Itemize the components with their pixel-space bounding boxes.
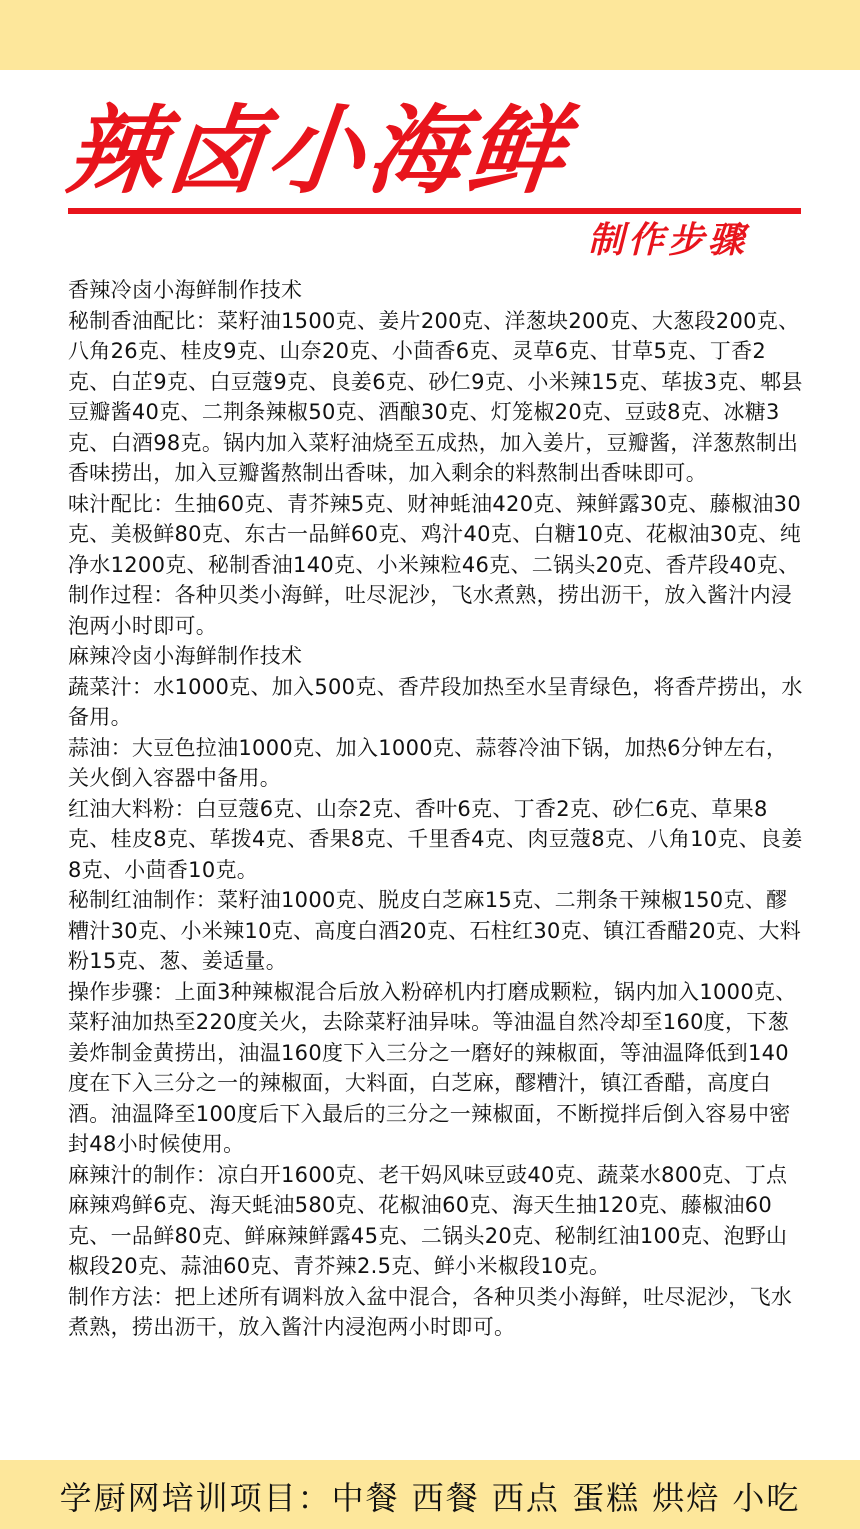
paragraph-steps: 操作步骤：上面3种辣椒混合后放入粉碎机内打磨成颗粒，锅内加入1000克、菜籽油加热至220度关火，去除菜籽油异味。等油温自然冷却至160度，下葱姜炸制金黄捞出，油温160度下入三分之一磨好的辣椒面，等油温降低到140度在下入三分之一的辣椒面，大料面，白芝麻，醪糟汁，镇江香醋，高度白酒。油温降至100度后下入最后的三分之一辣椒面，不断搅拌后倒入容易中密封48小时候使用。: [68, 979, 797, 1156]
page-title: 辣卤小海鲜: [62, 95, 574, 207]
top-banner: [0, 0, 860, 70]
paragraph-garlic-oil: 蒜油：大豆色拉油1000克、加入1000克、蒜蓉冷油下锅，加热6分钟左右，关火倒入容器中备用。: [68, 735, 788, 790]
title-divider: [68, 208, 801, 214]
section-heading-spicy: 香辣冷卤小海鲜制作技术: [68, 278, 303, 302]
paragraph-mala-sauce: 麻辣汁的制作：凉白开1600克、老干妈风味豆豉40克、蔬菜水800克、丁点麻辣鸡鲜6克、海天蚝油580克、花椒油60克、海天生抽120克、藤椒油60克、一品鲜80克、鲜麻辣鲜露45克、二锅头20克、秘制红油100克、泡野山椒段20克、蒜油60克、青芥辣2.5克、鲜小米椒段10克。: [68, 1162, 788, 1278]
page-subtitle: 制作步骤: [588, 220, 749, 261]
paragraph-spice-powder: 红油大料粉：白豆蔻6克、山奈2克、香叶6克、丁香2克、砂仁6克、草果8克、桂皮8克、荜拨4克、香果8克、千里香4克、肉豆蔻8克、八角10克、良姜8克、小茴香10克。: [68, 796, 803, 882]
recipe-body: [68, 275, 808, 1343]
paragraph-vegetable-juice: 蔬菜汁：水1000克、加入500克、香芹段加热至水呈青绿色，将香芹捞出，水备用。: [68, 674, 803, 729]
paragraph-secret-oil: 秘制香油配比：菜籽油1500克、姜片200克、洋葱块200克、大葱段200克、八角26克、桂皮9克、山奈20克、小茴香6克、灵草6克、甘草5克、丁香2克、白芷9克、白豆蔻9克、良姜6克、砂仁9克、小米辣15克、荜拔3克、郫县豆瓣酱40克、二荆条辣椒50克、酒酿30克、灯笼椒20克、豆豉8克、冰糖3克、白酒98克。锅内加入菜籽油烧至五成热，加入姜片，豆瓣酱，洋葱熬制出香味捞出，加入豆瓣酱熬制出香味，加入剩余的料熬制出香味即可。: [68, 308, 803, 485]
paragraph-sauce-ratio: 味汁配比：生抽60克、青芥辣5克、财神蚝油420克、辣鲜露30克、藤椒油30克、美极鲜80克、东古一品鲜60克、鸡汁40克、白糖10克、花椒油30克、纯净水1200克、秘制香油140克、小米辣粒46克、二锅头20克、香芹段40克、: [68, 491, 802, 577]
section-heading-mala: 麻辣冷卤小海鲜制作技术: [68, 644, 303, 668]
paragraph-red-oil: 秘制红油制作：菜籽油1000克、脱皮白芝麻15克、二荆条干辣椒150克、醪糟汁30克、小米辣10克、高度白酒20克、石柱红30克、镇江香醋20克、大料粉15克、葱、姜适量。: [68, 888, 802, 973]
footer-text: 学厨网培训项目：中餐 西餐 西点 蛋糕 烘焙 小吃: [59, 1479, 801, 1517]
paragraph-process: 制作过程：各种贝类小海鲜，吐尽泥沙，飞水煮熟，捞出沥干，放入酱汁内浸泡两小时即可。: [68, 583, 793, 638]
paragraph-method: 制作方法：把上述所有调料放入盆中混合，各种贝类小海鲜，吐尽泥沙，飞水煮熟，捞出沥干，放入酱汁内浸泡两小时即可。: [68, 1284, 793, 1339]
